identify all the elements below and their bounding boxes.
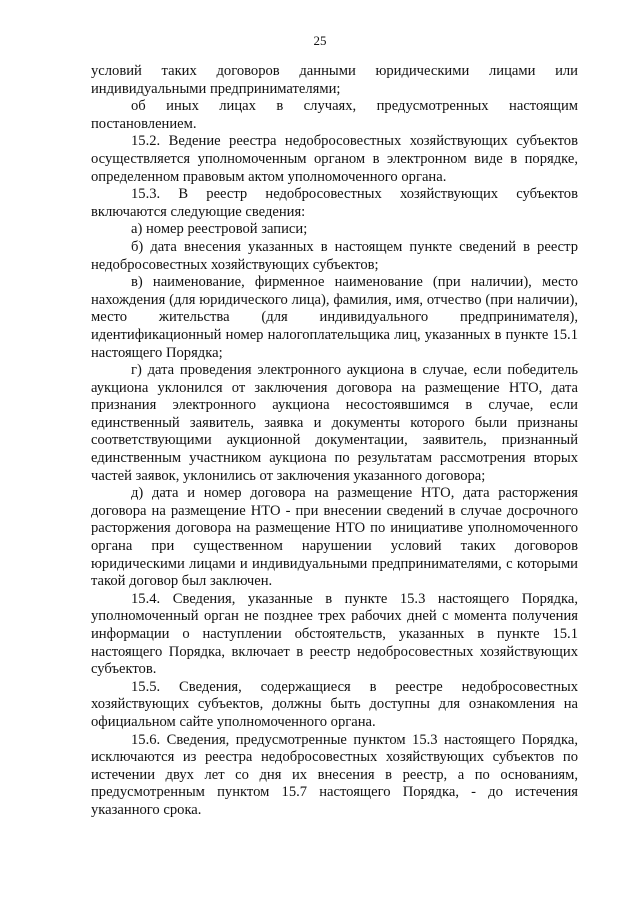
page-body xyxy=(91,63,578,820)
paragraph-15-3: 15.3. В реестр недобросовестных хозяйствующих субъектов включаются следующие сведения: xyxy=(91,186,578,220)
list-item-d: д) дата и номер договора на размещение НТО, дата расторжения договора на размещение НТО - при внесении сведений в случае досрочного расторжения договора на размещение НТО по инициативе уполномоченного органа при существенном нарушении условий таких договоров юридическими лицами и индивидуальными предпринимателями, с которыми такой договор был заключен. xyxy=(91,485,578,590)
paragraph-15-5: 15.5. Сведения, содержащиеся в реестре недобросовестных хозяйствующих субъектов, должны быть доступны для ознакомления на официальном сайте уполномоченного органа. xyxy=(91,678,578,730)
paragraph-other-persons: об иных лицах в случаях, предусмотренных настоящим постановлением. xyxy=(91,98,578,132)
list-item-b: б) дата внесения указанных в настоящем пункте сведений в реестр недобросовестных хозяйствующих субъектов; xyxy=(91,238,578,273)
paragraph-15-4: 15.4. Сведения, указанные в пункте 15.3 настоящего Порядка, уполномоченный орган не позднее трех рабочих дней с момента получения информации о наступлении обстоятельств, указанных в пункте 15.1 настоящего Порядка, включает в реестр недобросовестных хозяйствующих субъектов. xyxy=(91,590,578,678)
list-item-a: а) номер реестровой записи; xyxy=(131,221,308,238)
paragraph-15-2: 15.2. Ведение реестра недобросовестных хозяйствующих субъектов осуществляется уполномоченным органом в электронном виде в порядке, определенном правовым актом уполномоченного органа. xyxy=(91,133,578,185)
page-number: 25 xyxy=(313,33,327,48)
list-item-g: г) дата проведения электронного аукциона в случае, если победитель аукциона уклонился от заключения договора на размещение НТО, дата признания электронного аукциона несостоявшимся в случае, если единственный заявитель, заявка и документы которого были признаны соответствующими аукционной документации, заявитель, признанный единственным участником аукциона по результатам рассмотрения вторых частей заявок, уклонились от заключения указанного договора; xyxy=(91,362,578,484)
list-item-v: в) наименование, фирменное наименование (при наличии), место нахождения (для юридического лица), фамилия, имя, отчество (при наличии), место жительства (для индивидуального предпринимателя), идентификационный номер налогоплательщика лиц, указанных в пункте 15.1 настоящего Порядка; xyxy=(91,274,578,361)
paragraph-continuation: условий таких договоров данными юридическими лицами или индивидуальными предпринимателями; xyxy=(91,63,578,97)
paragraph-15-6: 15.6. Сведения, предусмотренные пунктом 15.3 настоящего Порядка, исключаются из реестра недобросовестных хозяйствующих субъектов по истечении двух лет со дня их внесения в реестр, а по основаниям, предусмотренным пунктом 15.7 настоящего Порядка, - до истечения указанного срока. xyxy=(91,731,578,818)
